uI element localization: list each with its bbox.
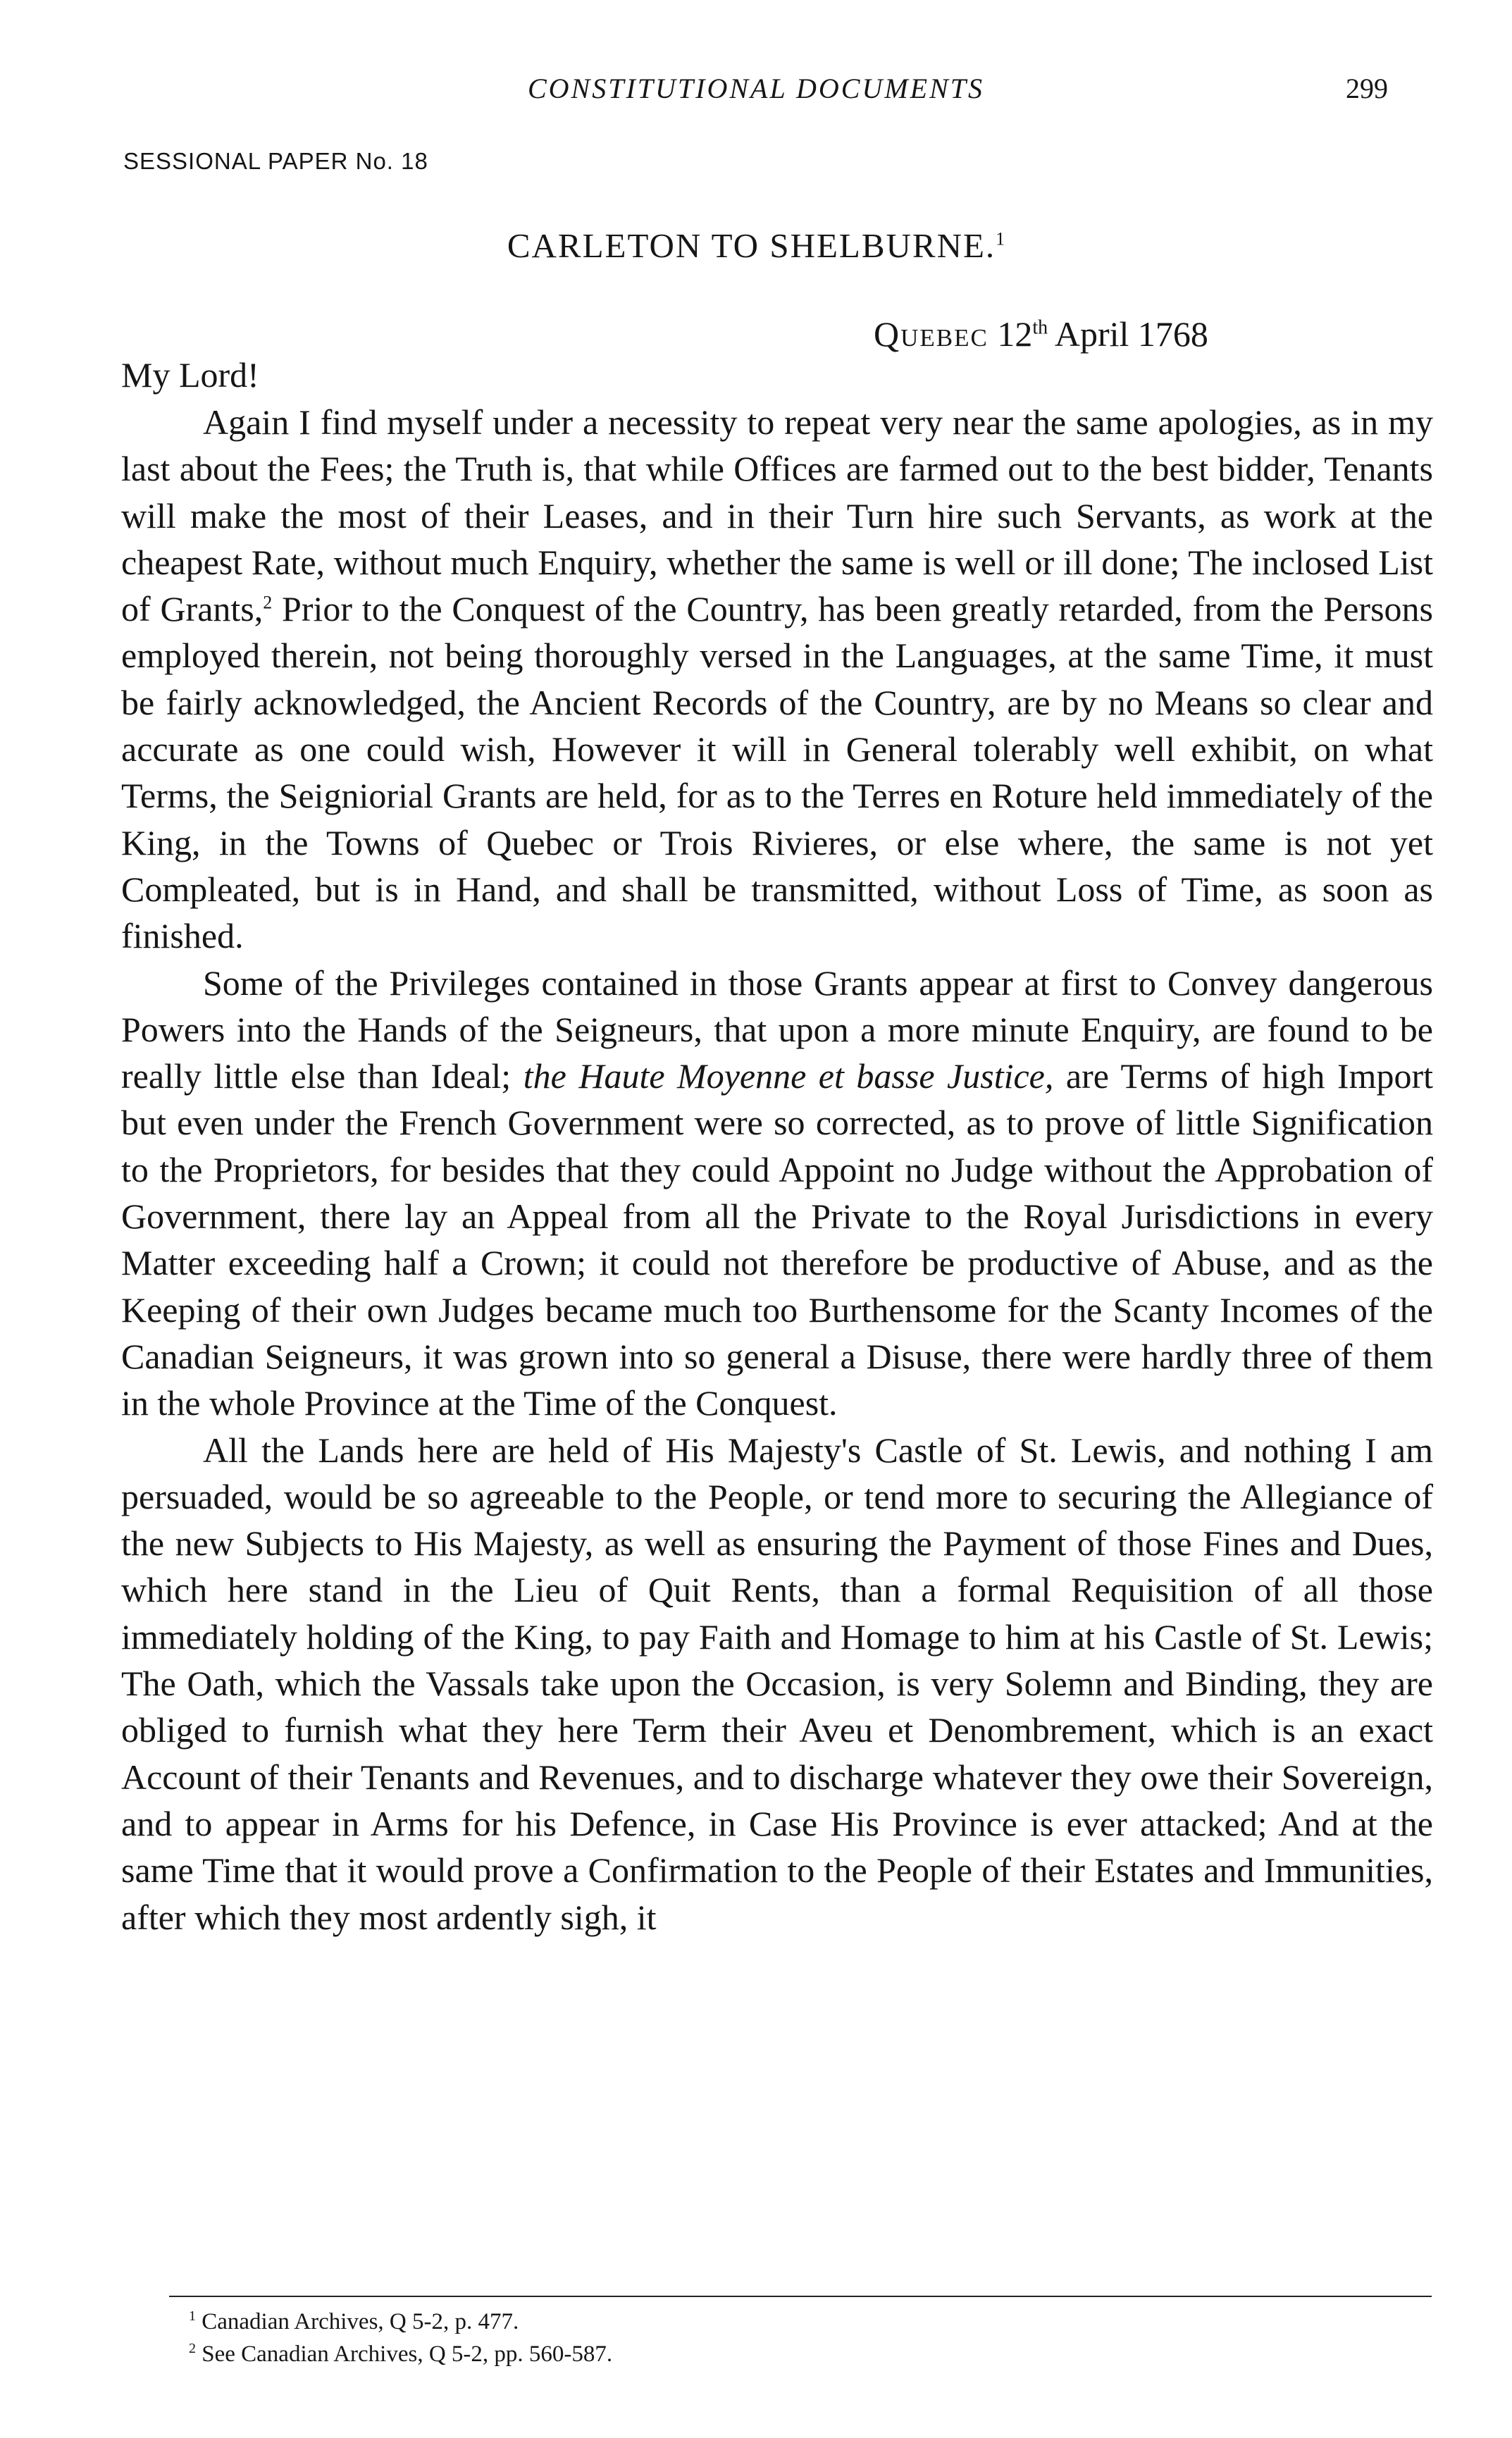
paragraph-2-text-a: Some of the Privileges contained in those Grants appear at first to Convey dangerous Powers into the Hands of the Seigneurs, that upon a more minute Enquiry, are found to be really little else than Ideal; xyxy=(121,963,1433,1096)
title-footnote-marker: 1 xyxy=(996,228,1005,249)
footnote-2-marker: 2 xyxy=(189,2341,196,2356)
paragraph-1-text-b: Prior to the Conquest of the Country, has been greatly retarded, from the Persons employed therein, not being thoroughly versed in the Languages, at the same Time, it must be fairly acknowledged, the Ancient Records of the Country, are by no Means so clear and accurate as one could wish, However it will in General tolerably well exhibit, on what Terms, the Seigniorial Grants are held, for as to the Terres en Roture held immediately of the King, in the Towns of Quebec or Trois Rivieres, or else where, the same is not yet Compleated, but is in Hand, and shall be transmitted, without Loss of Time, as soon as finished. xyxy=(121,589,1434,956)
dateline-month-year: April 1768 xyxy=(1054,314,1208,354)
sessional-paper-label: SESSIONAL PAPER No. 18 xyxy=(123,148,428,174)
footnote-1-marker: 1 xyxy=(189,2308,196,2324)
letter-title xyxy=(0,225,1512,266)
footnote-1 xyxy=(189,2303,612,2335)
footnote-1-text: Canadian Archives, Q 5-2, p. 477. xyxy=(202,2309,519,2334)
footnote-2-text: See Canadian Archives, Q 5-2, pp. 560-587. xyxy=(202,2341,613,2367)
paragraph-1 xyxy=(121,399,1433,960)
paragraph-3: All the Lands here are held of His Majesty's Castle of St. Lewis, and nothing I am persuaded, would be so agreeable to the People, or tend more to securing the Allegiance of the new Subjects to His Majesty, as well as ensuring the Payment of those Fines and Dues, which here stand in the Lieu of Quit Rents, than a formal Requisition of all those immediately holding of the King, to pay Faith and Homage to him at his Castle of St. Lewis; The Oath, which the Vassals take upon the Occasion, is very Solemn and Binding, they are obliged to furnish what they here Term their Aveu et Denombrement, which is an exact Account of their Tenants and Revenues, and to discharge whatever they owe their Sovereign, and to appear in Arms for his Defence, in Case His Province is ever attacked; And at the same Time that it would prove a Confirmation to the People of their Estates and Immunities, after which they most ardently sigh, it xyxy=(121,1430,1433,1937)
salutation: My Lord! xyxy=(121,355,259,395)
paragraph-2 xyxy=(121,960,1433,1427)
running-head: CONSTITUTIONAL DOCUMENTS xyxy=(527,73,985,104)
paragraph-2-text-b: are Terms of high Import but even under the French Government were so corrected, as to prove of little Signification to the Proprietors, for besides that they could Appoint no Judge without the Approbation of Government, there lay an Appeal from all the Private to the Royal Jurisdictions in every Matter exceeding half a Crown; it could not therefore be productive of Abuse, and as the Keeping of their own Judges became much too Burthensome for the Scanty Incomes of the Canadian Seigneurs, it was grown into so general a Disuse, there were hardly three of them in the whole Province at the Time of the Conquest. xyxy=(121,1056,1433,1423)
page-number: 299 xyxy=(1346,73,1388,104)
paragraph-2-italic-phrase: the Haute Moyenne et basse Justice, xyxy=(523,1056,1054,1096)
footnote-rule xyxy=(169,2296,1432,2297)
grants-footnote-marker: 2 xyxy=(263,592,273,613)
footnote-2 xyxy=(189,2335,612,2368)
letter-body xyxy=(121,399,1433,1941)
footnotes xyxy=(189,2303,612,2368)
paragraph-1-text-a: Again I find myself under a necessity to repeat very near the same apologies, as in my last about the Fees; the Truth is, that while Offices are farmed out to the best bidder, Tenants will make the most of their Leases, and in their Turn hire such Servants, as work at the cheapest Rate, without much Enquiry, whether the same is well or ill done; The inclosed List of Grants, xyxy=(121,402,1433,629)
letter-title-text: CARLETON TO SHELBURNE. xyxy=(507,226,996,265)
dateline-day-suffix: th xyxy=(1032,316,1048,339)
dateline xyxy=(874,314,1208,354)
dateline-place: Quebec xyxy=(874,314,989,354)
dateline-day: 12 xyxy=(997,314,1033,354)
